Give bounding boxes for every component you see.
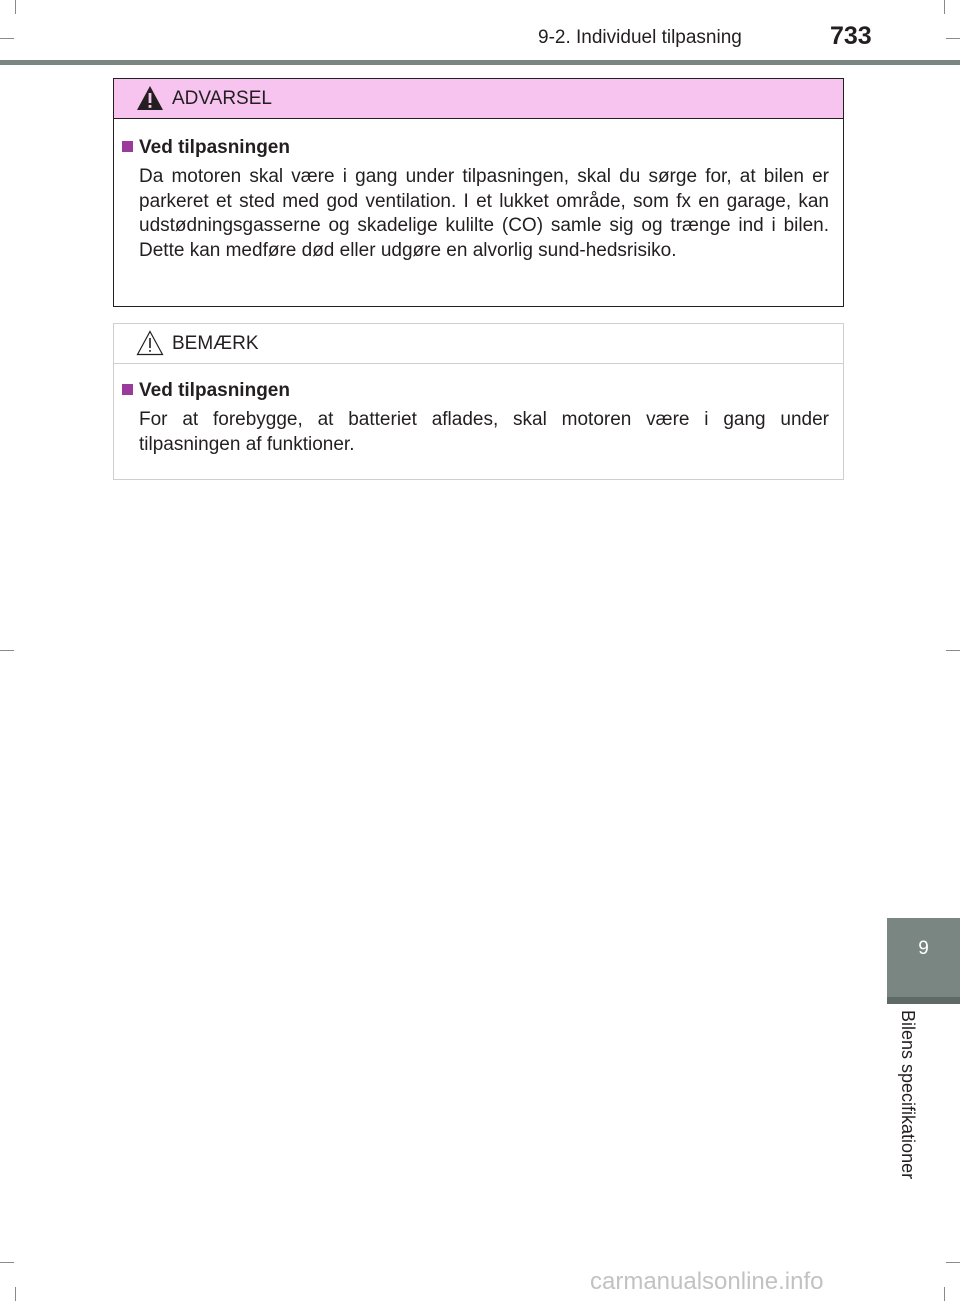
notice-box-header bbox=[114, 324, 843, 364]
warning-label: ADVARSEL bbox=[172, 88, 272, 109]
chapter-rule bbox=[887, 997, 960, 1004]
chapter-name: Bilens specifikationer bbox=[898, 1010, 918, 1180]
crop-mark bbox=[944, 1287, 945, 1301]
crop-mark bbox=[0, 650, 14, 651]
warning-box bbox=[113, 78, 844, 307]
crop-mark bbox=[0, 1262, 14, 1263]
section-title: 9-2. Individuel tilpasning bbox=[538, 27, 742, 48]
notice-box bbox=[113, 323, 844, 480]
crop-mark bbox=[0, 38, 14, 39]
notice-heading bbox=[122, 380, 290, 402]
crop-mark bbox=[946, 38, 960, 39]
crop-mark bbox=[15, 0, 16, 14]
warning-box-header bbox=[114, 79, 843, 119]
header-rule bbox=[0, 60, 960, 65]
watermark: carmanualsonline.info bbox=[590, 1268, 824, 1295]
square-bullet-icon bbox=[122, 141, 133, 152]
crop-mark bbox=[15, 1287, 16, 1301]
warning-triangle-filled-icon bbox=[136, 84, 164, 112]
warning-heading-text: Ved tilpasningen bbox=[139, 137, 290, 158]
notice-label: BEMÆRK bbox=[172, 333, 259, 354]
warning-text: Da motoren skal være i gang under tilpasningen, skal du sørge for, at bilen er parkeret et sted med god ventilation. I et lukket område, som fx en garage, kan udstødningsgasserne og skadelige kulilte (CO) samle sig og trænge ind i bilen. Dette kan medføre død eller udgøre en alvorlig sund-hedsrisiko. bbox=[139, 166, 829, 261]
crop-mark bbox=[944, 0, 945, 14]
chapter-tab bbox=[887, 918, 960, 997]
page-number: 733 bbox=[830, 22, 872, 50]
notice-heading-text: Ved tilpasningen bbox=[139, 380, 290, 401]
square-bullet-icon bbox=[122, 384, 133, 395]
warning-heading bbox=[122, 137, 290, 159]
warning-triangle-outline-icon bbox=[136, 329, 164, 357]
notice-text: For at forebygge, at batteriet aflades, skal motoren være i gang under tilpasningen af funktioner. bbox=[139, 409, 829, 455]
chapter-number: 9 bbox=[918, 938, 929, 959]
crop-mark bbox=[946, 650, 960, 651]
crop-mark bbox=[946, 1262, 960, 1263]
